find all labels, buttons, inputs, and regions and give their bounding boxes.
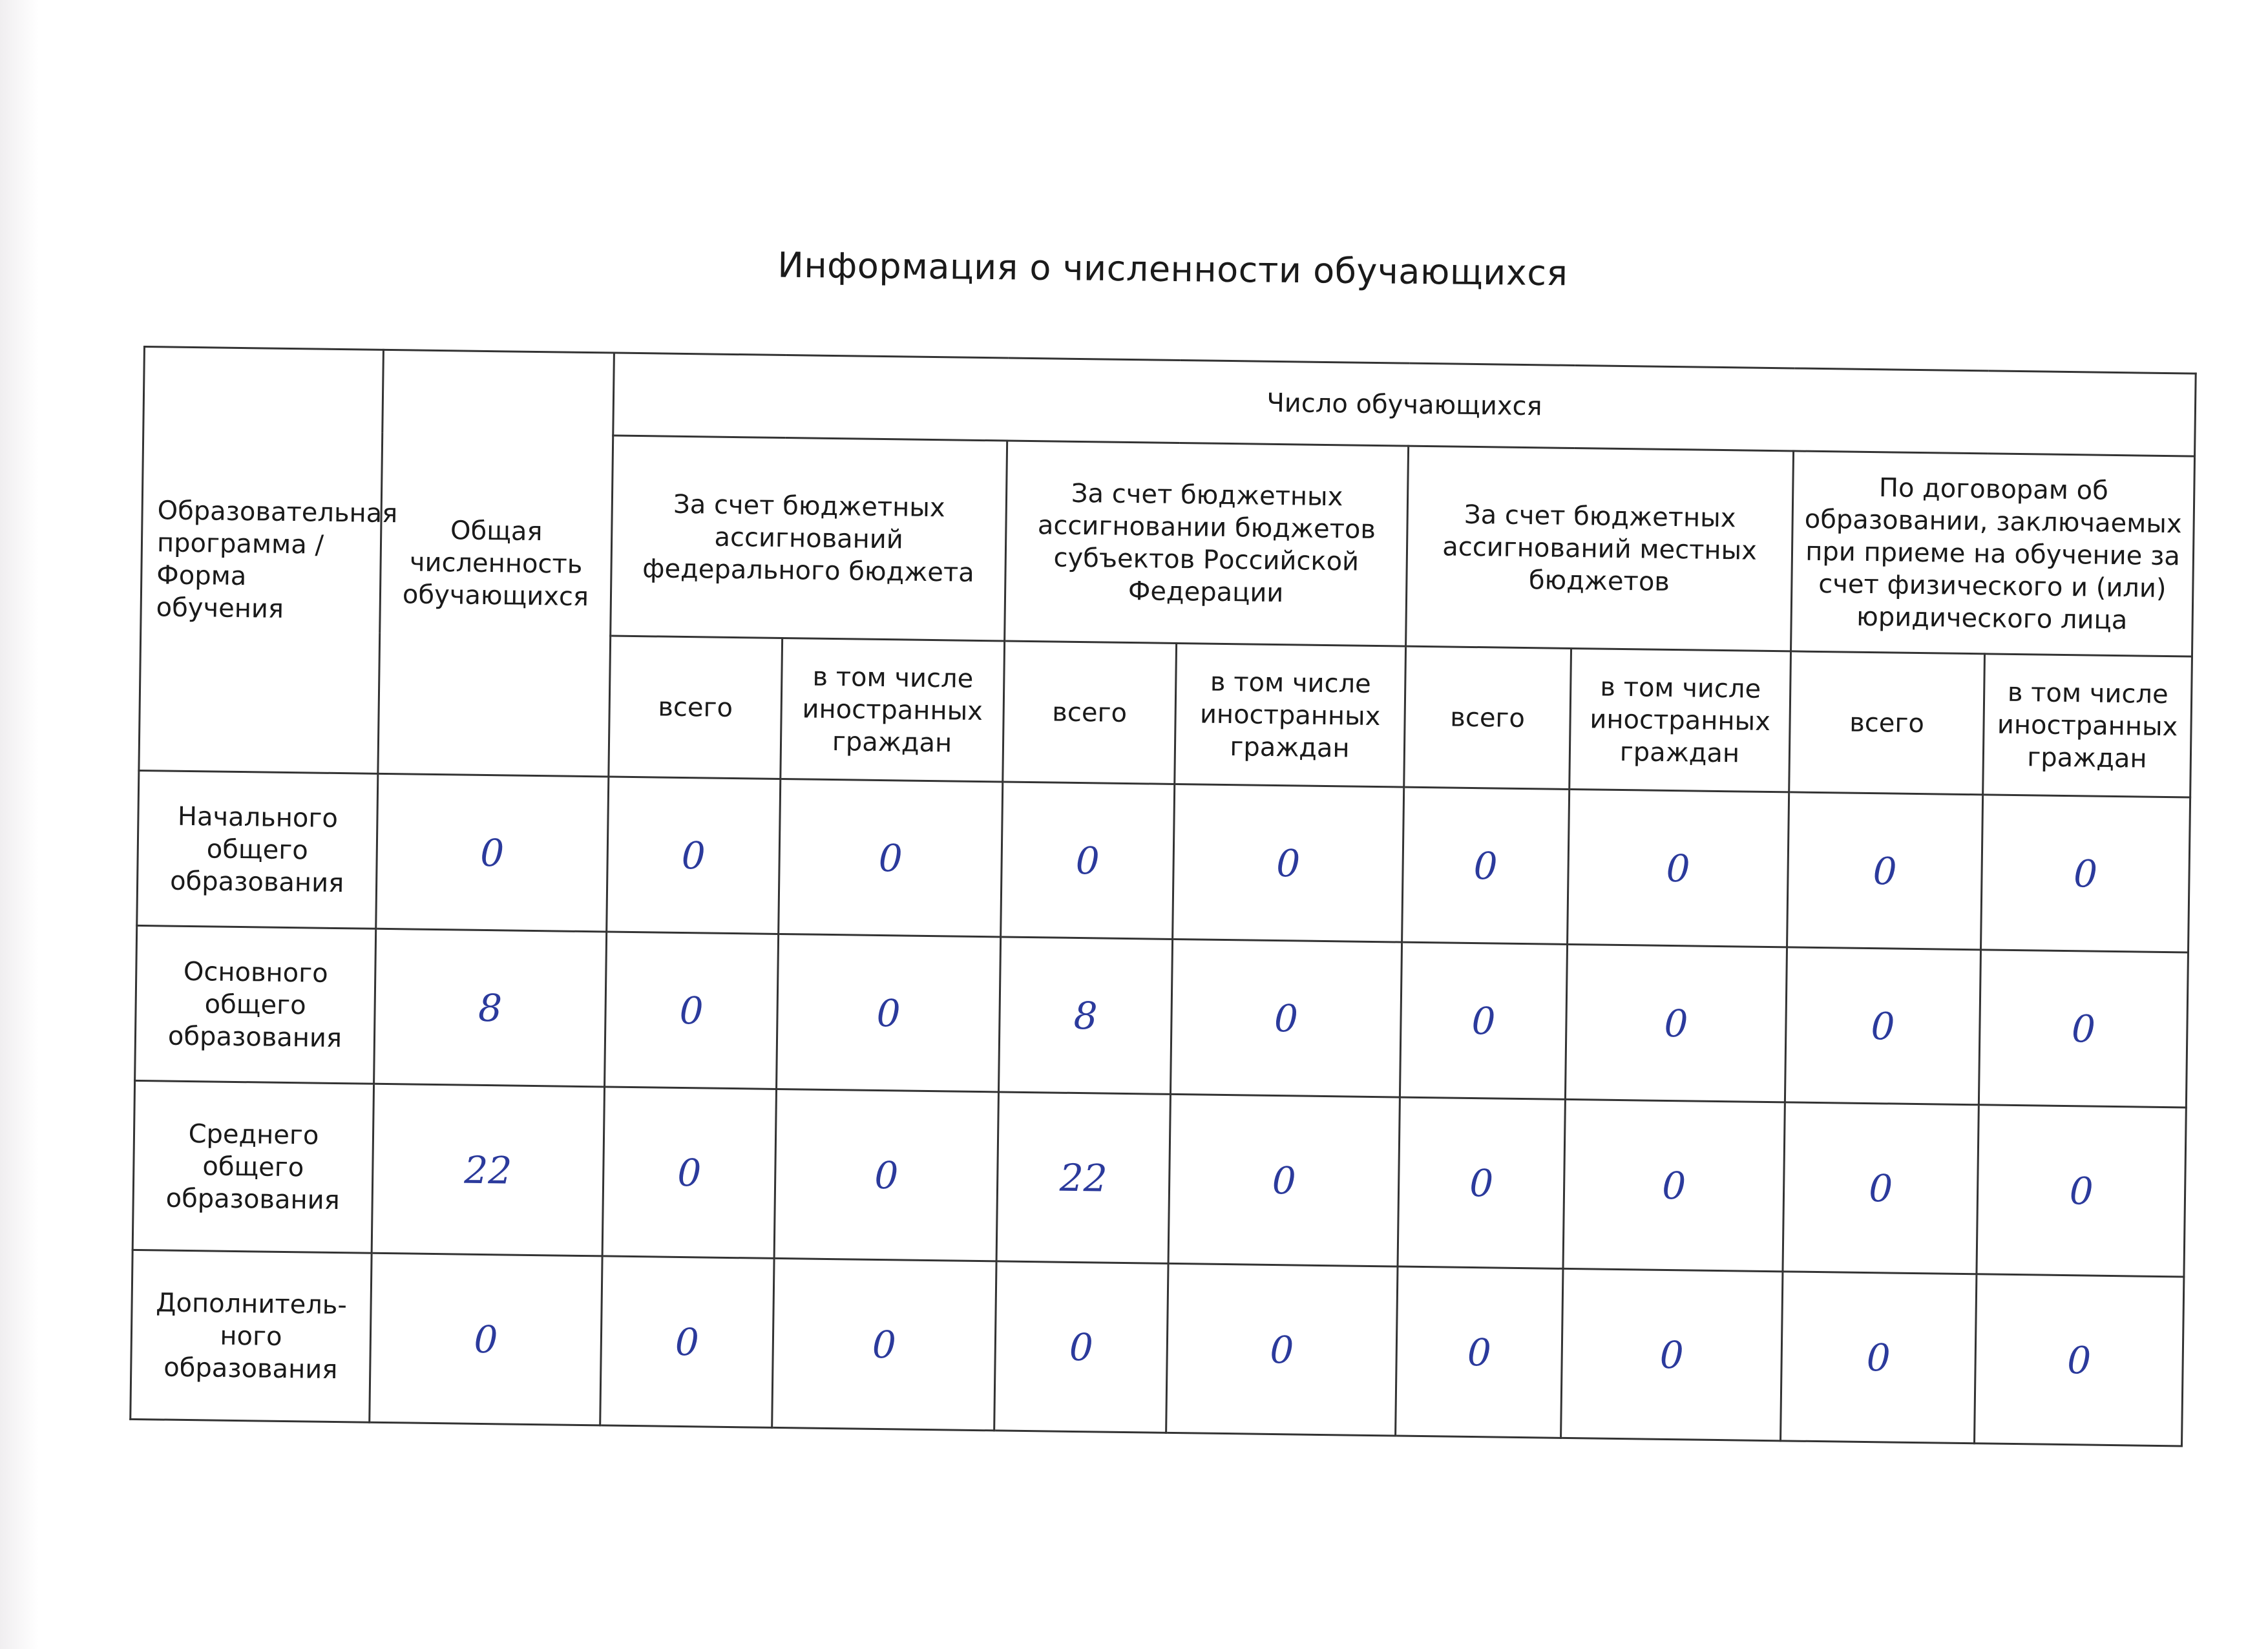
row-label: Дополнитель-ного образования — [131, 1250, 372, 1422]
cell-contract-all: 0 — [1783, 1102, 1979, 1274]
cell-federal-foreign: 0 — [772, 1258, 996, 1430]
cell-federal-all: 0 — [607, 777, 781, 934]
cell-local-all: 0 — [1400, 942, 1567, 1099]
header-federal: За счет бюджетных ассигнований федерального бюджета — [611, 436, 1007, 641]
cell-local-foreign: 0 — [1561, 1268, 1783, 1440]
header-students: Число обучающихся — [613, 353, 2196, 456]
student-count-table — [129, 346, 2197, 1447]
cell-regional-all: 0 — [1001, 782, 1175, 939]
table-row — [131, 1250, 2184, 1446]
header-federal-foreign: в том числе иностранных граждан — [781, 638, 1005, 781]
cell-contract-foreign: 0 — [1977, 1105, 2186, 1277]
table-row — [135, 925, 2189, 1108]
header-regional: За счет бюджетных ассигновании бюджетов субъектов Российской Федерации — [1005, 441, 1409, 646]
cell-local-foreign: 0 — [1568, 789, 1789, 947]
cell-local-all: 0 — [1398, 1097, 1565, 1268]
cell-regional-all: 8 — [998, 937, 1172, 1094]
cell-regional-foreign: 0 — [1168, 1094, 1400, 1266]
table-row — [132, 1080, 2186, 1277]
header-local-all: всего — [1404, 646, 1571, 789]
cell-contract-foreign: 0 — [1981, 795, 2190, 952]
cell-local-all: 0 — [1396, 1266, 1563, 1438]
student-count-table-wrapper — [129, 346, 2194, 1447]
cell-total: 0 — [370, 1253, 602, 1425]
cell-total: 0 — [376, 773, 609, 932]
cell-local-foreign: 0 — [1565, 944, 1787, 1102]
cell-regional-foreign: 0 — [1170, 939, 1402, 1097]
cell-federal-foreign: 0 — [779, 779, 1003, 936]
header-regional-foreign: в том числе иностранных граждан — [1175, 643, 1406, 787]
header-local-foreign: в том числе иностранных граждан — [1570, 648, 1791, 792]
header-regional-all: всего — [1003, 641, 1177, 784]
cell-federal-foreign: 0 — [777, 934, 1001, 1091]
cell-contract-foreign: 0 — [1975, 1274, 2184, 1446]
cell-federal-all: 0 — [605, 932, 779, 1089]
row-label: Основного общего образования — [135, 925, 376, 1084]
row-label: Среднего общего образования — [132, 1080, 373, 1253]
cell-local-foreign: 0 — [1563, 1099, 1785, 1271]
cell-total: 8 — [374, 929, 607, 1087]
header-contract-all: всего — [1789, 651, 1985, 795]
row-label: Начального общего образования — [137, 770, 378, 929]
scan-edge-shadow — [0, 0, 39, 1649]
cell-federal-foreign: 0 — [774, 1089, 998, 1261]
header-contract-foreign: в том числе иностранных граждан — [1983, 654, 2192, 797]
cell-regional-foreign: 0 — [1173, 784, 1404, 942]
header-federal-all: всего — [609, 636, 782, 779]
cell-contract-all: 0 — [1787, 792, 1983, 950]
cell-local-all: 0 — [1402, 787, 1570, 944]
header-local: За счет бюджетных ассигнований местных бюджетов — [1406, 446, 1794, 651]
cell-contract-all: 0 — [1785, 947, 1980, 1105]
cell-total: 22 — [372, 1084, 604, 1256]
cell-regional-all: 22 — [996, 1092, 1170, 1263]
cell-contract-all: 0 — [1781, 1272, 1977, 1444]
cell-regional-foreign: 0 — [1166, 1263, 1398, 1436]
header-row-1 — [143, 347, 2196, 457]
cell-federal-all: 0 — [602, 1087, 776, 1258]
header-total: Общая численность обучающихся — [378, 350, 614, 777]
header-contract: По договорам об образовании, заключаемых при приеме на обучение за счет физического и (или) юридического лица — [1791, 451, 2195, 656]
cell-federal-all: 0 — [600, 1256, 774, 1427]
document-title: Информация о численности обучающихся — [777, 244, 1568, 294]
header-program: Образовательная программа / Форма обучения — [139, 347, 384, 774]
cell-regional-all: 0 — [994, 1261, 1168, 1433]
cell-contract-foreign: 0 — [1979, 950, 2188, 1108]
table-row — [137, 770, 2190, 952]
